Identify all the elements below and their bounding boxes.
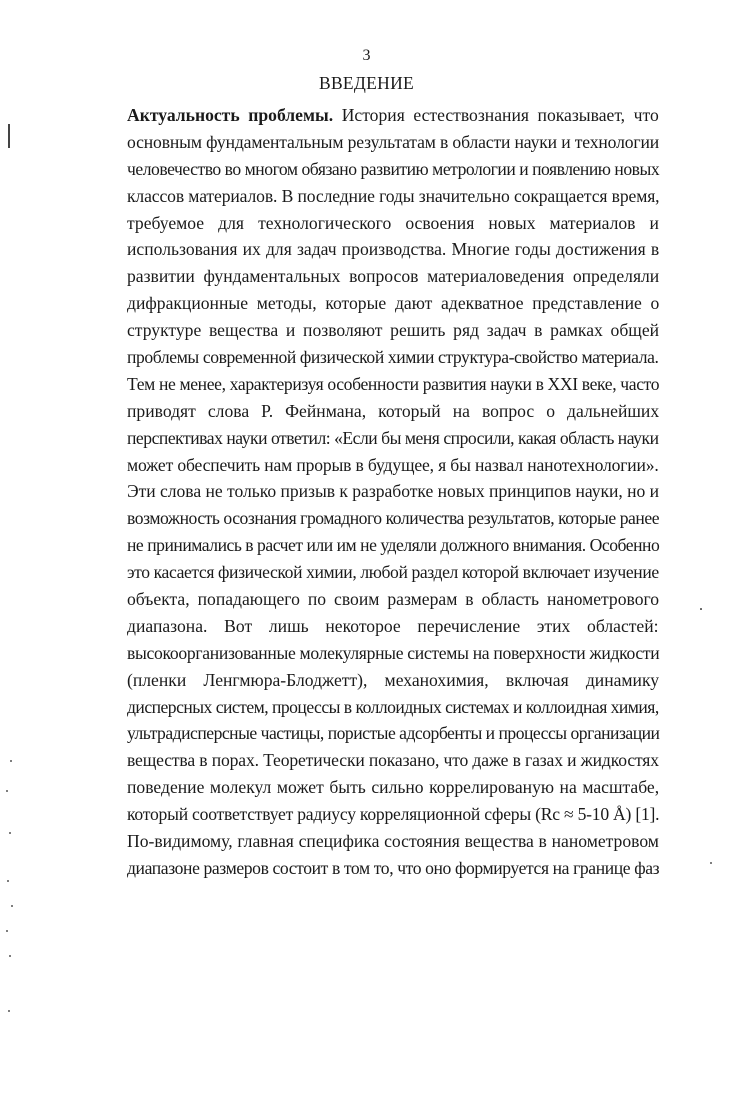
text-line: человечество во многом обязано развитию метрологии и появлению новых [127, 158, 660, 179]
scan-speck [8, 1010, 10, 1012]
text-line: основным фундаментальным результатам в области науки и технологии [127, 131, 660, 152]
scan-speck [11, 905, 13, 907]
text-line: перспективах науки ответил: «Если бы меня спросили, какая область науки [127, 427, 659, 448]
scan-speck [9, 832, 11, 834]
text-line: классов материалов. В последние годы значительно сокращается время, [127, 185, 660, 206]
text-line: диапазоне размеров состоит в том то, что оно формируется на границе фаз [127, 857, 660, 878]
section-lead: Актуальность проблемы. [127, 105, 334, 125]
body-paragraph [127, 102, 659, 882]
text-line: возможность осознания громадного количества результатов, которые ранее [127, 508, 660, 529]
scan-speck [700, 608, 702, 610]
text-line: Актуальность проблемы. История естествознания показывает, что [127, 105, 659, 125]
scan-mark [8, 124, 10, 148]
text-line: дифракционные методы, которые дают адекватное представление о [127, 293, 660, 314]
text-line: высокоорганизованные молекулярные системы на поверхности жидкости [127, 642, 660, 663]
scan-speck [6, 930, 8, 932]
text-line: объекта, попадающего по своим размерам в область нанометрового [127, 589, 660, 610]
scan-speck [10, 760, 12, 762]
text-line: который соответствует радиусу корреляционной сферы (Rc ≈ 5-10 Å) [1]. [127, 804, 660, 825]
page-number: 3 [362, 47, 371, 64]
text-line: дисперсных систем, процессы в коллоидных системах и коллоидная химия, [127, 696, 659, 717]
text-line: диапазона. Вот лишь некоторое перечисление этих областей: [127, 615, 659, 636]
text-line: По-видимому, главная специфика состояния вещества в нанометровом [127, 831, 659, 852]
text-line: использования их для задач производства. Многие годы достижения в [127, 239, 660, 260]
scan-speck [710, 862, 712, 864]
text-line: (пленки Ленгмюра-Блоджетт), механохимия, включая динамику [127, 669, 660, 690]
scan-speck [6, 790, 8, 792]
text-line: Эти слова не только призыв к разработке новых принципов науки, но и [127, 481, 660, 502]
text-line: не принимались в расчет или им не уделяли должного внимания. Особенно [127, 535, 660, 556]
text-line: требуемое для технологического освоения новых материалов и [127, 212, 659, 233]
text-line: Тем не менее, характеризуя особенности развития науки в XXI веке, часто [127, 373, 660, 394]
text-line: вещества в порах. Теоретически показано, что даже в газах и жидкостях [127, 750, 659, 771]
text-line: поведение молекул может быть сильно коррелированую на масштабе, [127, 777, 660, 798]
text-line: может обеспечить нам прорыв в будущее, я бы назвал нанотехнологии». [127, 454, 659, 475]
text-line: это касается физической химии, любой раздел которой включает изучение [127, 562, 659, 583]
text-line: приводят слова Р. Фейнмана, который на вопрос о дальнейших [127, 400, 660, 421]
text-line: проблемы современной физической химии структура-свойство материала. [127, 347, 659, 368]
text-line: развитии фундаментальных вопросов материаловедения определяли [127, 266, 660, 287]
scan-speck [7, 880, 9, 882]
text-line: ультрадисперсные частицы, пористые адсорбенты и процессы организации [127, 723, 660, 744]
scan-speck [9, 955, 11, 957]
text-line: структуре вещества и позволяют решить ряд задач в рамках общей [127, 320, 660, 341]
page-title: ВВЕДЕНИЕ [318, 73, 415, 93]
